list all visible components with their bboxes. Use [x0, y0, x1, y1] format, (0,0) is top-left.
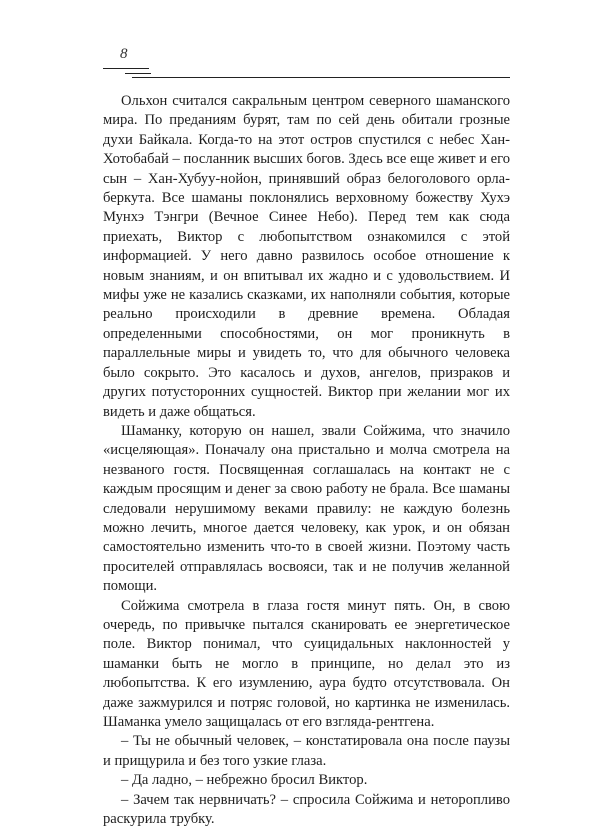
- paragraph-2: Шаманку, которую он нашел, звали Сойжима, что значило «исцеляющая». Поначалу она пристально и молча смотрела на незваного гостя. Посвященная соглашалась на контакт не с каждым просящим и денег за свою работу не брала. Все шаманы следовали нерушимому веками правилу: не каждую болезнь можно лечить, многое дается человеку, как урок, и он обязан самостоятельно изменить что-то в своей жизни. Поэтому часть просителей отправлялась восвояси, так и не получив желанной помощи.: [103, 422, 510, 595]
- paragraph-1: Ольхон считался сакральным центром северного шаманского мира. По преданиям бурят, там по сей день обитали грозные духи Байкала. Когда-то на этот остров спустился с небес Хан-Хотобабай – посланник высших богов. Здесь все еще живет и его сын – Хан-Хубуу-нойон, принявший образ белоголового орла-беркута. Все шаманы поклонялись верховному божеству Хухэ Мунхэ Тэнгри (Вечное Синее Небо). Перед тем как сюда приехать, Виктор с любопытством ознакомился с этой информацией. У него давно развилось особое отношение к новым знаниям, и он впитывал их жадно и с удовольствием. И мифы уже не казались сказками, их наполняли события, которые реально происходили в древние времена. Обладая определенными способностями, он мог проникнуть в параллельные миры и увидеть то, что для обычного человека было сокрыто. Это касалось и духов, ангелов, призраков и других потусторонних сущностей. Виктор при желании мог их видеть и даже общаться.: [103, 93, 510, 420]
- header-rule-mid: [125, 73, 151, 74]
- page-number: 8: [120, 46, 128, 62]
- body-text: [103, 92, 510, 829]
- paragraph-3: Сойжима смотрела в глаза гостя минут пять. Он, в свою очередь, по привычке пытался сканировать ее энергетическое поле. Виктор понимал, что суицидальных наклонностей у шаманки быть не могло в принципе, но делал это из любопытства. К его изумлению, аура будто отсутствовала. Он даже зажмурился и потряс головой, но картинка не изменилась. Шаманка умело защищалась от его взгляда-рентгена.: [103, 597, 510, 730]
- header-rule-long: [132, 77, 510, 78]
- dialogue-line-3: – Зачем так нервничать? – спросила Сойжима и неторопливо раскурила трубку.: [103, 791, 510, 828]
- header-rule-short: [103, 68, 149, 69]
- dialogue-line-2: – Да ладно, – небрежно бросил Виктор.: [121, 772, 368, 789]
- page-header: [103, 44, 510, 84]
- dialogue-line-1: – Ты не обычный человек, – констатировала она после паузы и прищурила и без того узкие глаза.: [103, 733, 510, 769]
